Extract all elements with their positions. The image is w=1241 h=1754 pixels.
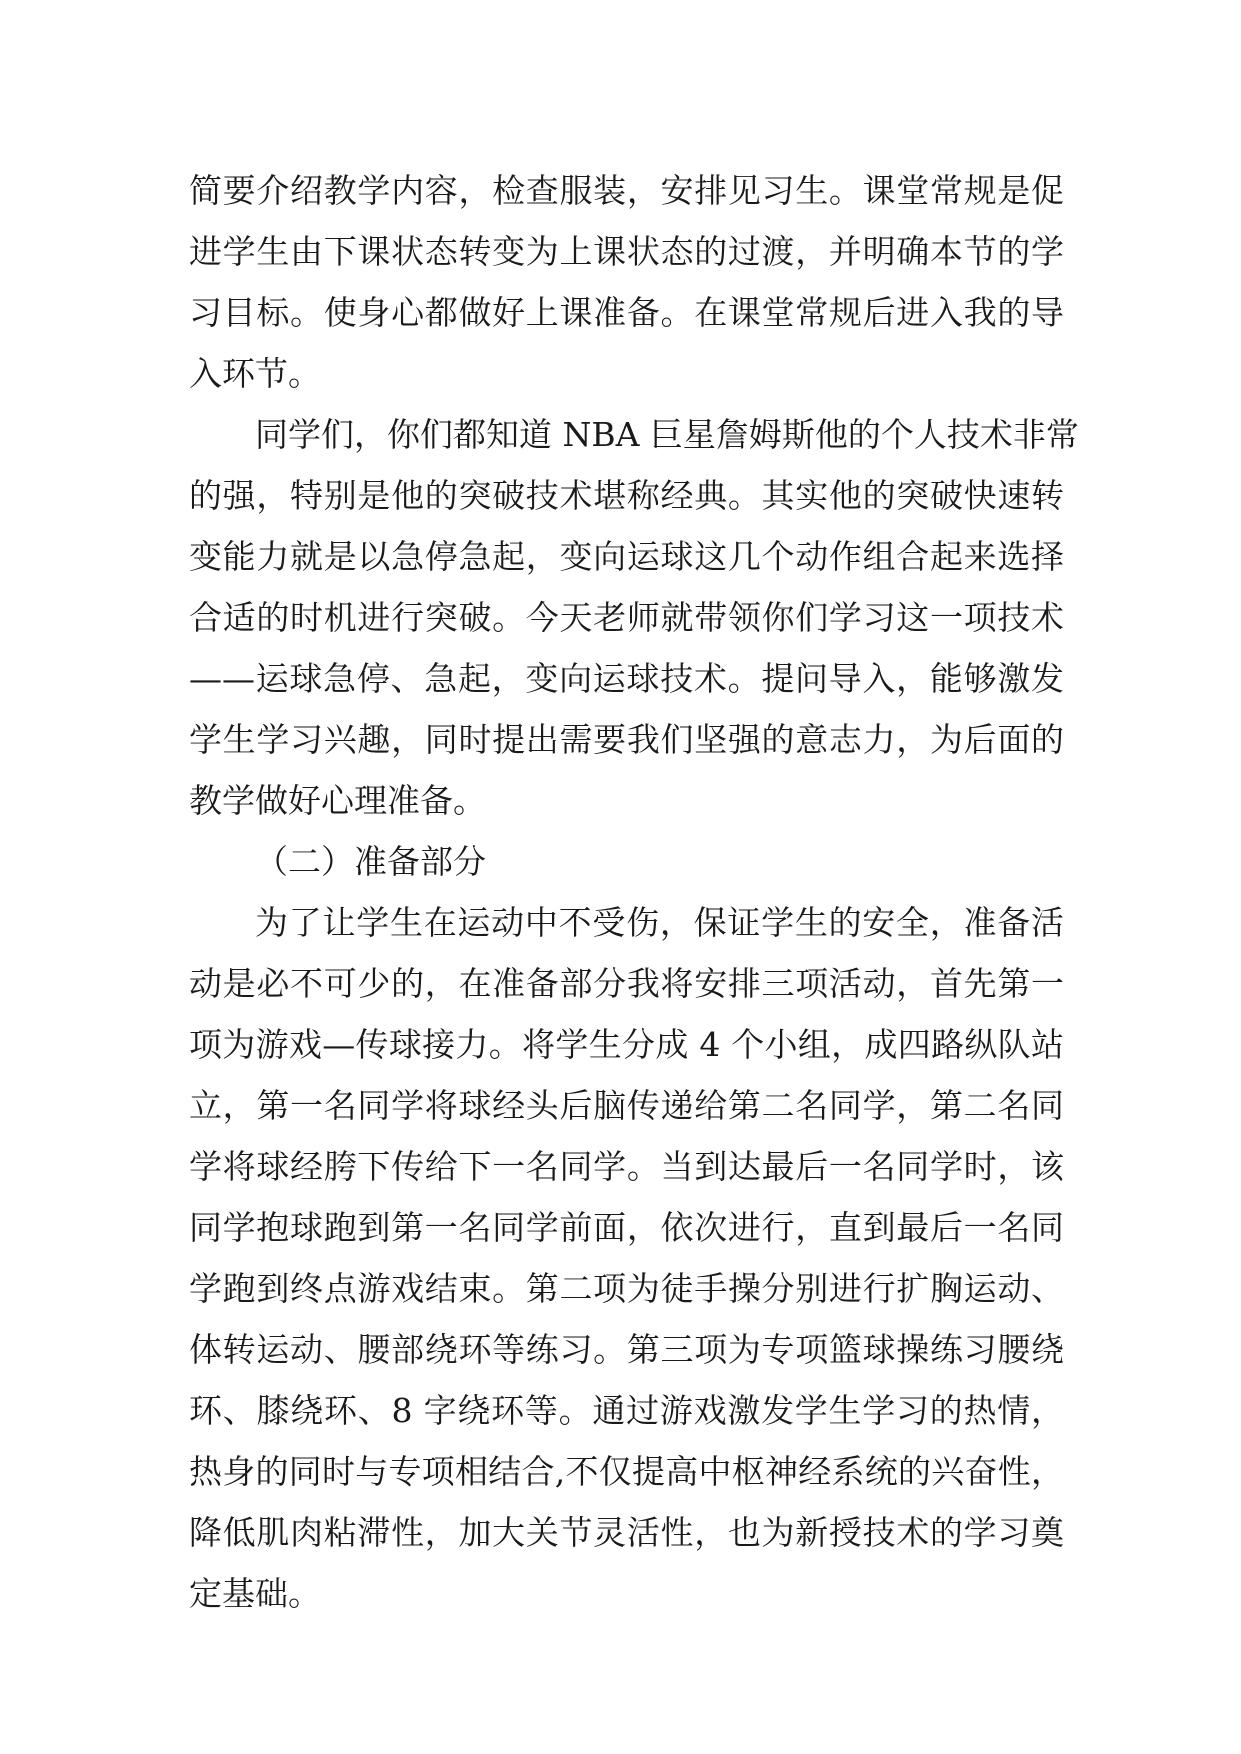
paragraph-3-line-11: 降低肌肉粘滞性，加大关节灵活性，也为新授技术的学习奠 xyxy=(189,1513,1064,1552)
paragraph-1-line-3: 习目标。使身心都做好上课准备。在课堂常规后进入我的导 xyxy=(189,293,1064,332)
paragraph-3-line-3: 项为游戏—传球接力。将学生分成 4 个小组，成四路纵队站 xyxy=(189,1025,1064,1064)
paragraph-1-line-2: 进学生由下课状态转变为上课状态的过渡，并明确本节的学 xyxy=(189,232,1064,271)
paragraph-3-line-2: 动是必不可少的，在准备部分我将安排三项活动，首先第一 xyxy=(189,964,1064,1003)
paragraph-3-line-1: 为了让学生在运动中不受伤，保证学生的安全，准备活 xyxy=(255,903,1064,942)
paragraph-1-line-4: 入环节。 xyxy=(189,354,321,393)
paragraph-3-line-8: 体转运动、腰部绕环等练习。第三项为专项篮球操练习腰绕 xyxy=(189,1330,1064,1369)
paragraph-3-line-9: 环、膝绕环、8 字绕环等。通过游戏激发学生学习的热情， xyxy=(189,1391,1064,1430)
paragraph-3-line-5: 学将球经胯下传给下一名同学。当到达最后一名同学时，该 xyxy=(189,1147,1064,1186)
paragraph-2-line-3: 变能力就是以急停急起，变向运球这几个动作组合起来选择 xyxy=(189,537,1064,576)
paragraph-3-line-4: 立，第一名同学将球经头后脑传递给第二名同学，第二名同 xyxy=(189,1086,1064,1125)
paragraph-3-line-7: 学跑到终点游戏结束。第二项为徒手操分别进行扩胸运动、 xyxy=(189,1269,1064,1308)
document-body xyxy=(189,160,1079,1624)
paragraph-2-line-4: 合适的时机进行突破。今天老师就带领你们学习这一项技术 xyxy=(189,598,1064,637)
paragraph-3-line-6: 同学抱球跑到第一名同学前面，依次进行，直到最后一名同 xyxy=(189,1208,1064,1247)
paragraph-2-line-1: 同学们，你们都知道 NBA 巨星詹姆斯他的个人技术非常 xyxy=(255,415,1079,454)
paragraph-3-line-12: 定基础。 xyxy=(189,1574,321,1613)
paragraph-2-line-7: 教学做好心理准备。 xyxy=(189,781,486,820)
paragraph-2-line-5: ——运球急停、急起，变向运球技术。提问导入，能够激发 xyxy=(189,659,1064,698)
paragraph-2-line-6: 学生学习兴趣，同时提出需要我们坚强的意志力，为后面的 xyxy=(189,720,1064,759)
section-heading: （二）准备部分 xyxy=(255,842,486,881)
paragraph-1-line-1: 简要介绍教学内容，检查服装，安排见习生。课堂常规是促 xyxy=(189,171,1064,210)
paragraph-3-line-10: 热身的同时与专项相结合,不仅提高中枢神经系统的兴奋性， xyxy=(189,1452,1064,1491)
paragraph-2-line-2: 的强，特别是他的突破技术堪称经典。其实他的突破快速转 xyxy=(189,476,1064,515)
